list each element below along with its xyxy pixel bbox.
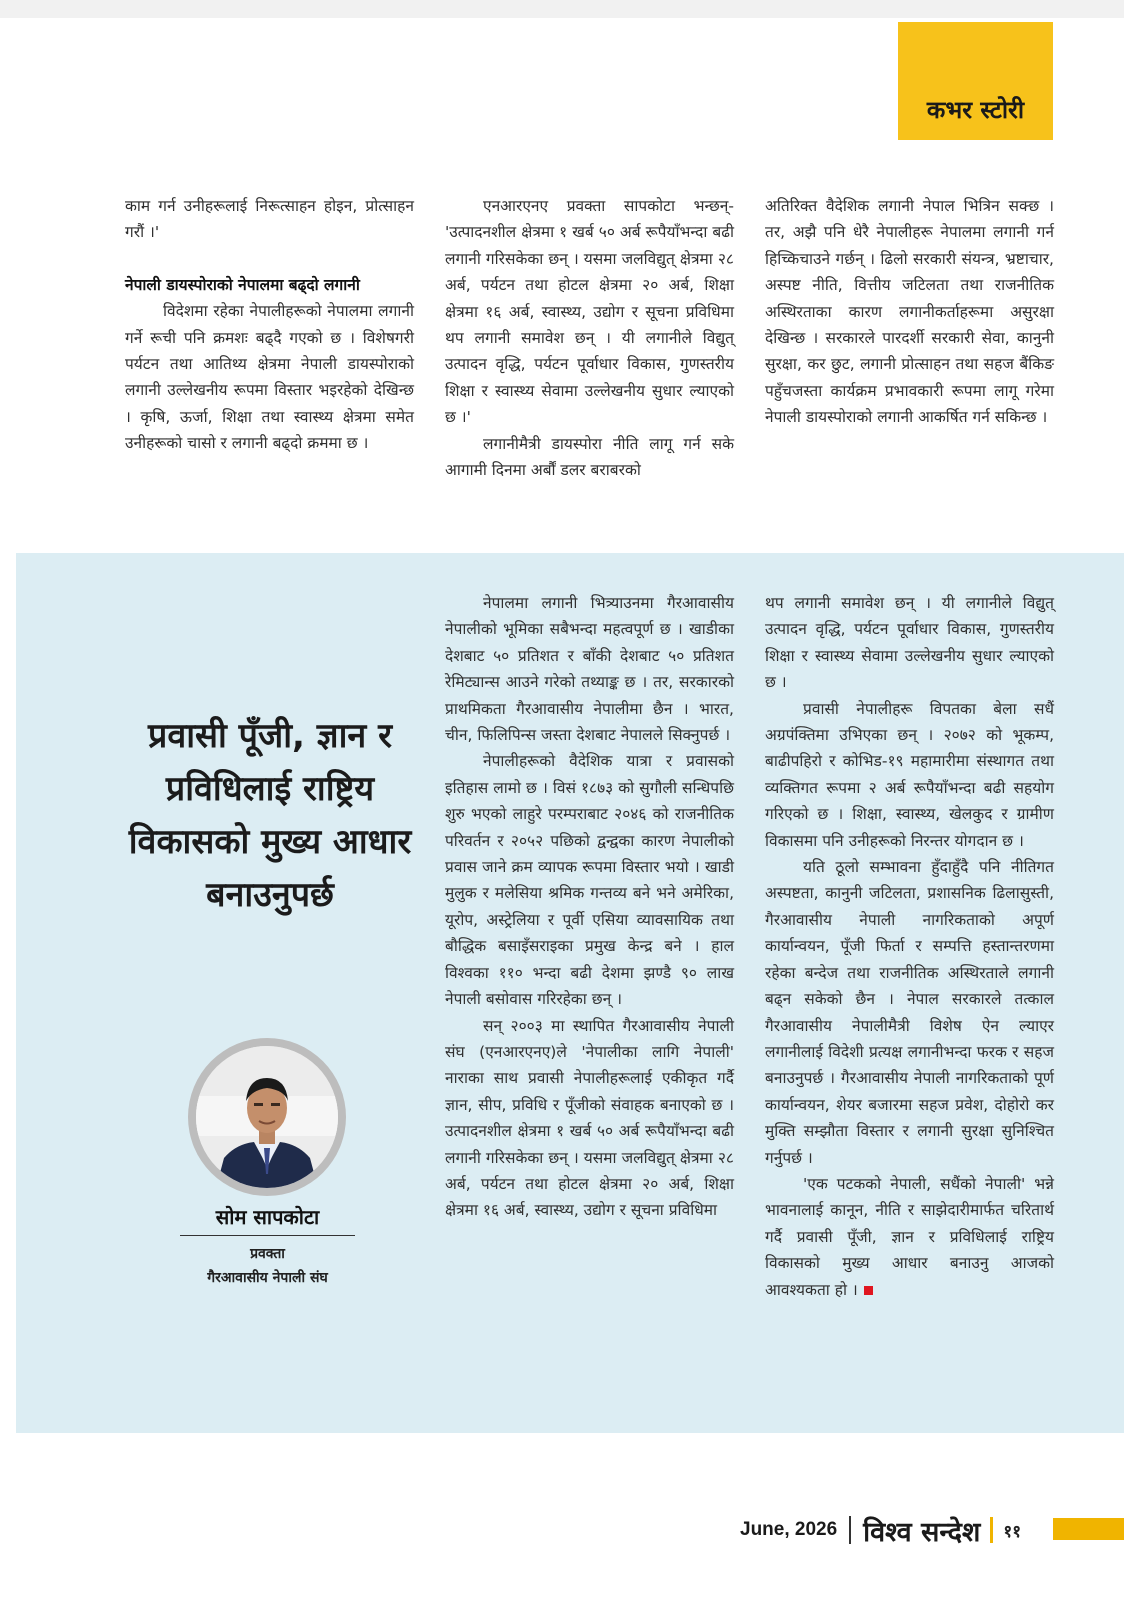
box-column-2 — [765, 590, 1054, 1303]
article-column-3 — [765, 193, 1054, 431]
author-photo — [196, 1046, 338, 1188]
paragraph: सन् २००३ मा स्थापित गैरआवासीय नेपाली संघ (एनआरएनए)ले 'नेपालीका लागि नेपाली' नाराका साथ प्रवासी नेपालीहरूलाई एकीकृत गर्दै ज्ञान, सीप, प्रविधि र पूँजीको संवाहक बनाएको छ । उत्पादनशील क्षेत्रमा १ खर्ब ५० अर्ब रूपैयाँभन्दा बढी लगानी गरिसकेका छन् । यसमा जलविद्युत् क्षेत्रमा २८ अर्ब, पर्यटन तथा होटल क्षेत्रमा २० अर्ब, शिक्षा क्षेत्रमा १६ अर्ब, स्वास्थ्य, उद्योग र सूचना प्रविधिमा — [445, 1016, 734, 1220]
article-column-1 — [125, 193, 414, 457]
magazine-name: विश्व सन्देश — [863, 1516, 981, 1548]
paragraph: नेपालमा लगानी भित्र्याउनमा गैरआवासीय नेपालीको भूमिका सबैभन्दा महत्वपूर्ण छ । खाडीका देशबाट ५० प्रतिशत र बाँकी देशबाट ५० प्रतिशत रेमिट्यान्स आउने गरेको तथ्याङ्क छ । तर, सरकारको प्राथमिकता गैरआवासीय नेपालीमा छैन । भारत, चीन, फिलिपिन्स जस्ता देशबाट नेपालले सिक्नुपर्छ । — [445, 594, 734, 745]
section-tag — [898, 22, 1053, 140]
box-column-1 — [445, 590, 734, 1224]
end-mark-icon — [864, 1286, 873, 1295]
author-role: प्रवक्ता — [250, 1246, 285, 1262]
top-strip — [0, 0, 1124, 18]
subheading: नेपाली डायस्पोराको नेपालमा बढ्दो लगानी — [125, 275, 360, 294]
paragraph: काम गर्न उनीहरूलाई निरूत्साहन होइन, प्रोत्साहन गरौं ।' — [125, 197, 414, 242]
paragraph: यति ठूलो सम्भावना हुँदाहुँदै पनि नीतिगत अस्पष्टता, कानुनी जटिलता, प्रशासनिक ढिलासुस्ती, गैरआवासीय नेपाली नागरिकताको अपूर्ण कार्यान्वयन, पूँजी फिर्ता र सम्पत्ति हस्तान्तरणमा रहेका बन्देज तथा राजनीतिक अस्थिरताले लगानी बढ्न सकेको छैन । नेपाल सरकारले तत्काल गैरआवासीय नेपालीमैत्री विशेष ऐन ल्याएर लगानीलाई विदेशी प्रत्यक्ष लगानीभन्दा फरक र सहज बनाउनुपर्छ । गैरआवासीय नेपाली नागरिकताको पूर्ण कार्यान्वयन, शेयर बजारमा सहज प्रवेश, दोहोरो कर मुक्ति सम्झौता विस्तार र लगानी सुरक्षा सुनिश्चित गर्नुपर्छ । — [765, 858, 1054, 1167]
paragraph: 'एक पटकको नेपाली, सधैंको नेपाली' भन्ने भावनालाई कानून, नीति र साझेदारीमार्फत चरितार्थ गर्दै प्रवासी पूँजी, ज्ञान र प्रविधिलाई राष्ट्रिय विकासको मुख्य आधार बनाउनु आजको आवश्यकता हो । — [765, 1174, 1054, 1299]
author-name: सोम सापकोटा — [180, 1203, 355, 1236]
paragraph: एनआरएनए प्रवक्ता सापकोटा भन्छन्- 'उत्पादनशील क्षेत्रमा १ खर्ब ५० अर्ब रूपैयाँभन्दा बढी लगानी गरिसकेका छन् । यसमा जलविद्युत् क्षेत्रमा २८ अर्ब, पर्यटन तथा होटल क्षेत्रमा २० अर्ब, शिक्षा क्षेत्रमा १६ अर्ब, स्वास्थ्य, उद्योग र सूचना प्रविधिमा थप लगानी समावेश छन् । यी लगानीले विद्युत् उत्पादन वृद्धि, पर्यटन पूर्वाधार विकास, गुणस्तरीय शिक्षा र स्वास्थ्य सेवामा उल्लेखनीय सुधार ल्याएको छ ।' — [445, 197, 734, 427]
author-organization: गैरआवासीय नेपाली संघ — [207, 1270, 328, 1286]
page-footer — [740, 1510, 1021, 1550]
paragraph: अतिरिक्त वैदेशिक लगानी नेपाल भित्रिन सक्छ । तर, अझै पनि धेरै नेपालीहरू नेपालमा लगानी गर्न हिच्किचाउने गर्छन् । ढिलो सरकारी संयन्त्र, भ्रष्टाचार, अस्पष्ट नीति, वित्तीय जटिलता तथा राजनीतिक अस्थिरताका कारण लगानीकर्ताहरूमा असुरक्षा देखिन्छ । सरकारले पारदर्शी सरकारी सेवा, कानुनी सुरक्षा, कर छुट, लगानी प्रोत्साहन तथा सहज बैंकिङ पहुँचजस्ता कार्यक्रम प्रभावकारी रूपमा लागू गरेमा नेपाली डायस्पोराको लगानी आकर्षित गर्न सकिन्छ । — [765, 197, 1054, 427]
footer-accent-bar — [1053, 1518, 1124, 1540]
author-avatar — [188, 1038, 346, 1196]
page-number: ११ — [1003, 1521, 1022, 1542]
article-column-2 — [445, 193, 734, 483]
footer-divider — [849, 1516, 851, 1544]
paragraph: लगानीमैत्री डायस्पोरा नीति लागू गर्न सके आगामी दिनमा अर्बौं डलर बराबरको — [445, 434, 734, 480]
pull-quote: प्रवासी पूँजी, ज्ञान र प्रविधिलाई राष्ट्रिय विकासको मुख्य आधार बनाउनुपर्छ — [128, 716, 412, 915]
author-byline — [180, 1203, 355, 1287]
paragraph: प्रवासी नेपालीहरू विपतका बेला सधैं अग्रपंक्तिमा उभिएका छन् । २०७२ को भूकम्प, बाढीपहिरो र कोभिड-१९ महामारीमा संस्थागत तथा व्यक्तिगत रूपमा २ अर्ब रूपैयाँभन्दा बढी सहयोग गरिएको छ । शिक्षा, स्वास्थ्य, खेलकुद र ग्रामीण विकासमा पनि उनीहरूको निरन्तर योगदान छ । — [765, 699, 1054, 850]
issue-date: June, 2026 — [740, 1519, 838, 1540]
paragraph: थप लगानी समावेश छन् । यी लगानीले विद्युत् उत्पादन वृद्धि, पर्यटन पूर्वाधार विकास, गुणस्तरीय शिक्षा र स्वास्थ्य सेवामा उल्लेखनीय सुधार ल्याएको छ । — [765, 594, 1054, 692]
paragraph: विदेशमा रहेका नेपालीहरूको नेपालमा लगानी गर्ने रूची पनि क्रमशः बढ्दै गएको छ । विशेषगरी पर्यटन तथा आतिथ्य क्षेत्रमा नेपाली डायस्पोराको लगानी उल्लेखनीय रूपमा विस्तार भइरहेको देखिन्छ । कृषि, ऊर्जा, शिक्षा तथा स्वास्थ्य क्षेत्रमा समेत उनीहरूको चासो र लगानी बढ्दो क्रममा छ । — [125, 302, 414, 453]
footer-divider — [990, 1517, 993, 1543]
paragraph: नेपालीहरूको वैदेशिक यात्रा र प्रवासको इतिहास लामो छ । विसं १८७३ को सुगौली सन्धिपछि शुरु भएको लाहुरे परम्पराबाट २०४६ को राजनीतिक परिवर्तन र २०५२ पछिको द्वन्द्वका कारण नेपालीको प्रवास जाने क्रम व्यापक रूपमा विस्तार भयो । खाडी मुलुक र मलेसिया श्रमिक गन्तव्य बने भने अमेरिका, यूरोप, अस्ट्रेलिया र पूर्वी एसिया व्यावसायिक तथा बौद्धिक बसाइँसराइका प्रमुख केन्द्र बने । हाल विश्वका ११० भन्दा बढी देशमा झण्डै ९० लाख नेपाली बसोवास गरिरहेका छन् । — [445, 752, 734, 1009]
section-tag-label: कभर स्टोरी — [926, 96, 1025, 124]
